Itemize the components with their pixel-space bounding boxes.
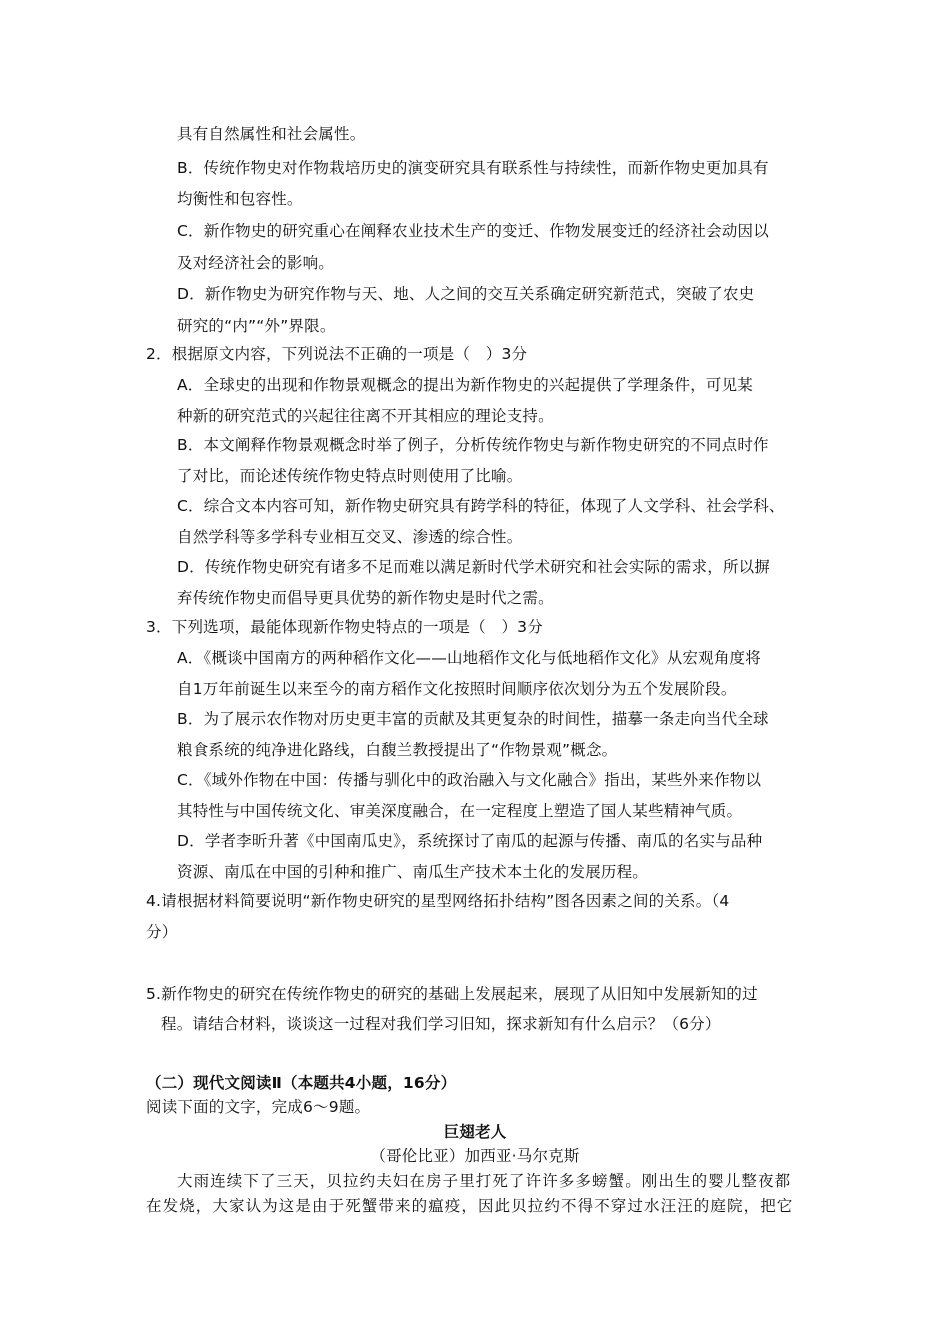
q3-option-a: A．《概谈中国南方的两种稻作文化——山地稻作文化与低地稻作文化》从宏观角度将: [177, 649, 761, 667]
q3-option-c: C．《域外作物在中国：传播与驯化中的政治融入与文化融合》指出，某些外来作物以: [177, 771, 762, 789]
q1-option-b-cont: 均衡性和包容性。: [177, 190, 303, 208]
q2-stem: 2．根据原文内容，下列说法不正确的一项是（ ）3分: [146, 345, 528, 363]
story-paragraph-line: 大雨连续下了三天，贝拉约夫妇在房子里打死了许许多多螃蟹。刚出生的婴儿整夜都: [177, 1172, 792, 1190]
story-author: （哥伦比亚）加西亚·马尔克斯: [370, 1147, 580, 1165]
q2-option-c: C．综合文本内容可知，新作物史研究具有跨学科的特征，体现了人文学科、社会学科、: [177, 497, 785, 515]
q3-option-b-cont: 粮食系统的纯净进化路线，白馥兰教授提出了“作物景观”概念。: [177, 741, 618, 759]
q4-stem: 4.请根据材料简要说明“新作物史研究的星型网络拓扑结构”图各因素之间的关系。（4: [146, 892, 730, 910]
q1-option-d-cont: 研究的“内”“外”界限。: [177, 317, 336, 335]
q5-stem: 5.新作物史的研究在传统作物史的研究的基础上发展起来，展现了从旧知中发展新知的过: [146, 985, 758, 1003]
q3-stem: 3．下列选项，最能体现新作物史特点的一项是（ ）3分: [146, 618, 543, 636]
section-heading: （二）现代文阅读Ⅱ（本题共4小题，16分）: [146, 1074, 457, 1092]
story-paragraph-line: 在发烧，大家认为这是由于死蟹带来的瘟疫，因此贝拉约不得不穿过水汪汪的庭院，把它: [146, 1197, 794, 1215]
q3-option-a-cont: 自1万年前诞生以来至今的南方稻作文化按照时间顺序依次划分为五个发展阶段。: [177, 680, 737, 698]
q1-option-a-cont: 具有自然属性和社会属性。: [177, 125, 366, 143]
section-instruction: 阅读下面的文字，完成6～9题。: [146, 1098, 371, 1116]
q1-option-c-cont: 及对经济社会的影响。: [177, 254, 335, 272]
q2-option-a-cont: 种新的研究范式的兴起往往离不开其相应的理论支持。: [177, 407, 554, 425]
q2-option-b-cont: 了对比，而论述传统作物史特点时则使用了比喻。: [177, 467, 523, 485]
q2-option-c-cont: 自然学科等多学科专业相互交叉、渗透的综合性。: [177, 528, 523, 546]
q3-option-b: B．为了展示农作物对历史更丰富的贡献及其更复杂的时间性，描摹一条走向当代全球: [177, 710, 769, 728]
q2-option-a: A．全球史的出现和作物景观概念的提出为新作物史的兴起提供了学理条件，可见某: [177, 376, 754, 394]
story-title: 巨翅老人: [443, 1123, 507, 1141]
q1-option-b: B．传统作物史对作物栽培历史的演变研究具有联系性与持续性，而新作物史更加具有: [177, 159, 769, 177]
q1-option-d: D．新作物史为研究作物与天、地、人之间的交互关系确定研究新范式，突破了农史: [177, 285, 755, 303]
q2-option-b: B．本文阐释作物景观概念时举了例子，分析传统作物史与新作物史研究的不同点时作: [177, 436, 769, 454]
q3-option-c-cont: 其特性与中国传统文化、审美深度融合，在一定程度上塑造了国人某些精神气质。: [177, 802, 743, 820]
q5-stem-cont: 程。请结合材料，谈谈这一过程对我们学习旧知，探求新知有什么启示？（6分）: [161, 1015, 721, 1033]
q4-stem-cont: 分）: [146, 923, 178, 941]
q2-option-d-cont: 弃传统作物史而倡导更具优势的新作物史是时代之需。: [177, 589, 554, 607]
q3-option-d-cont: 资源、南瓜在中国的引种和推广、南瓜生产技术本土化的发展历程。: [177, 863, 649, 881]
q2-option-d: D．传统作物史研究有诸多不足而难以满足新时代学术研究和社会实际的需求，所以摒: [177, 558, 771, 576]
q1-option-c: C．新作物史的研究重心在阐释农业技术生产的变迁、作物发展变迁的经济社会动因以: [177, 222, 769, 240]
q3-option-d: D．学者李昕升著《中国南瓜史》，系统探讨了南瓜的起源与传播、南瓜的名实与品种: [177, 832, 763, 850]
